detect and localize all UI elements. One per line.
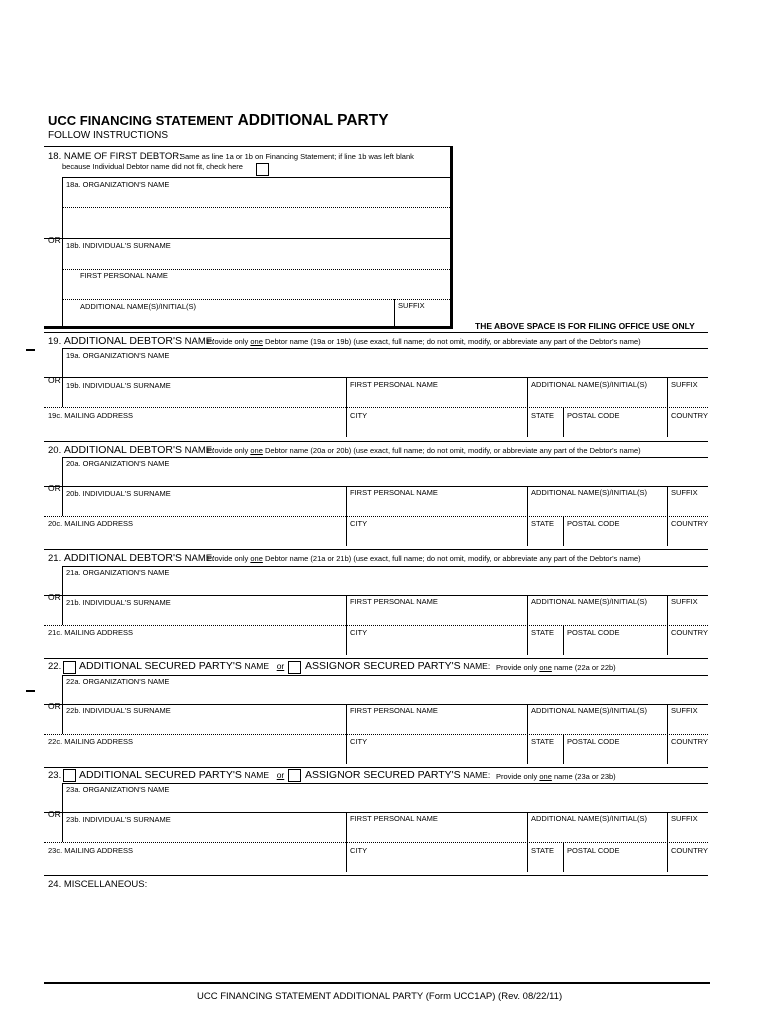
s18-surname-label: 18b. INDIVIDUAL'S SURNAME [66,241,171,250]
secured-22-additional-checkbox[interactable] [63,661,76,674]
debtor-19-heading: 19. ADDITIONAL DEBTOR'S NAME: [48,335,215,347]
secured-22-additional-label: ADDITIONAL NAME(S)/INITIAL(S) [531,706,647,715]
s18-additional-label: ADDITIONAL NAME(S)/INITIAL(S) [80,302,196,311]
debtor-20-suffix-label: SUFFIX [671,488,698,497]
debtor-19-city-label: CITY [350,411,368,420]
debtor-21-mailing-label: 21c. MAILING ADDRESS [48,628,134,637]
title-addon: ADDITIONAL PARTY [237,112,389,129]
debtor-20-country-label: COUNTRY [671,519,708,528]
debtor-19-note: Provide only one Debtor name (19a or 19b) (use exact, full name; do not omit, modify, or abbreviate any part of the Debtor's name) [207,337,641,346]
debtor-21-country-label: COUNTRY [671,628,708,637]
secured-23-postal-label: POSTAL CODE [567,846,620,855]
secured-23-mailing-label: 23c. MAILING ADDRESS [48,846,134,855]
secured-22-number: 22. [48,661,62,672]
title-main: UCC FINANCING STATEMENT [48,113,234,128]
secured-22-surname-label: 22b. INDIVIDUAL'S SURNAME [66,706,171,715]
secured-22-mailing-label: 22c. MAILING ADDRESS [48,737,134,746]
secured-22-city-label: CITY [350,737,368,746]
debtor-19-country-label: COUNTRY [671,411,708,420]
secured-23-first-label: FIRST PERSONAL NAME [350,814,438,823]
debtor-19-first-label: FIRST PERSONAL NAME [350,380,438,389]
debtor-20-org-label: 20a. ORGANIZATION'S NAME [66,459,170,468]
secured-23-additional-checkbox[interactable] [63,769,76,782]
secured-23-note: Provide only one name (23a or 23b) [496,772,616,781]
debtor-20-additional-label: ADDITIONAL NAME(S)/INITIAL(S) [531,488,647,497]
secured-23-city-label: CITY [350,846,368,855]
debtor-19-additional-label: ADDITIONAL NAME(S)/INITIAL(S) [531,380,647,389]
debtor-21-first-label: FIRST PERSONAL NAME [350,597,438,606]
secured-23-or-label: OR [48,809,61,819]
debtor-21-or-label: OR [48,592,61,602]
secured-22-first-label: FIRST PERSONAL NAME [350,706,438,715]
filing-office-label: THE ABOVE SPACE IS FOR FILING OFFICE USE ONLY [475,321,695,331]
debtor-19-suffix-label: SUFFIX [671,380,698,389]
secured-23-additional-label: ADDITIONAL NAME(S)/INITIAL(S) [531,814,647,823]
secured-22-or-label: OR [48,701,61,711]
debtor-21-heading: 21. ADDITIONAL DEBTOR'S NAME: [48,552,215,564]
secured-22-suffix-label: SUFFIX [671,706,698,715]
secured-22-option-assignor: ASSIGNOR SECURED PARTY'S NAME: [305,660,491,672]
secured-23-option-additional: ADDITIONAL SECURED PARTY'S NAME or [79,769,285,781]
debtor-19-mailing-label: 19c. MAILING ADDRESS [48,411,134,420]
secured-22-postal-label: POSTAL CODE [567,737,620,746]
debtor-21-additional-label: ADDITIONAL NAME(S)/INITIAL(S) [531,597,647,606]
debtor-20-heading: 20. ADDITIONAL DEBTOR'S NAME: [48,444,215,456]
secured-23-assignor-checkbox[interactable] [288,769,301,782]
page-title [48,113,389,129]
debtor-21-org-label: 21a. ORGANIZATION'S NAME [66,568,170,577]
s18-number: 18. [48,151,62,162]
secured-23-country-label: COUNTRY [671,846,708,855]
debtor-20-postal-label: POSTAL CODE [567,519,620,528]
secured-22-state-label: STATE [531,737,555,746]
s18-note-2: because Individual Debtor name did not fit, check here [62,162,243,171]
miscellaneous-label: 24. MISCELLANEOUS: [48,879,148,890]
secured-23-org-label: 23a. ORGANIZATION'S NAME [66,785,170,794]
debtor-19-postal-label: POSTAL CODE [567,411,620,420]
s18-heading-label: NAME OF FIRST DEBTOR: [63,151,182,162]
debtor-20-state-label: STATE [531,519,555,528]
debtor-20-or-label: OR [48,483,61,493]
s18-heading [48,152,182,162]
secured-22-country-label: COUNTRY [671,737,708,746]
s18-or-label: OR [48,235,61,245]
debtor-20-mailing-label: 20c. MAILING ADDRESS [48,519,134,528]
debtor-20-note: Provide only one Debtor name (20a or 20b) (use exact, full name; do not omit, modify, or abbreviate any part of the Debtor's name) [207,446,641,455]
debtor-19-org-label: 19a. ORGANIZATION'S NAME [66,351,170,360]
s18-note-1: Same as line 1a or 1b on Financing Statement; if line 1b was left blank [180,152,414,161]
s18-same-checkbox[interactable] [256,163,269,176]
debtor-19-or-label: OR [48,375,61,385]
debtor-20-surname-label: 20b. INDIVIDUAL'S SURNAME [66,489,171,498]
debtor-20-first-label: FIRST PERSONAL NAME [350,488,438,497]
secured-22-note: Provide only one name (22a or 22b) [496,663,616,672]
secured-22-option-additional: ADDITIONAL SECURED PARTY'S NAME or [79,660,285,672]
secured-23-state-label: STATE [531,846,555,855]
debtor-21-city-label: CITY [350,628,368,637]
debtor-21-postal-label: POSTAL CODE [567,628,620,637]
follow-instructions: FOLLOW INSTRUCTIONS [48,130,169,141]
s18-org-label: 18a. ORGANIZATION'S NAME [66,180,170,189]
s18-first-label: FIRST PERSONAL NAME [80,271,168,280]
secured-23-surname-label: 23b. INDIVIDUAL'S SURNAME [66,815,171,824]
form-footer: UCC FINANCING STATEMENT ADDITIONAL PARTY (Form UCC1AP) (Rev. 08/22/11) [197,991,563,1002]
debtor-19-state-label: STATE [531,411,555,420]
secured-23-option-assignor: ASSIGNOR SECURED PARTY'S NAME: [305,769,491,781]
secured-23-number: 23. [48,770,62,781]
debtor-19-surname-label: 19b. INDIVIDUAL'S SURNAME [66,381,171,390]
debtor-20-city-label: CITY [350,519,368,528]
debtor-21-suffix-label: SUFFIX [671,597,698,606]
secured-23-suffix-label: SUFFIX [671,814,698,823]
debtor-21-note: Provide only one Debtor name (21a or 21b) (use exact, full name; do not omit, modify, or abbreviate any part of the Debtor's name) [207,554,641,563]
s18-suffix-label: SUFFIX [398,301,425,310]
secured-22-org-label: 22a. ORGANIZATION'S NAME [66,677,170,686]
debtor-21-surname-label: 21b. INDIVIDUAL'S SURNAME [66,598,171,607]
debtor-21-state-label: STATE [531,628,555,637]
secured-22-assignor-checkbox[interactable] [288,661,301,674]
